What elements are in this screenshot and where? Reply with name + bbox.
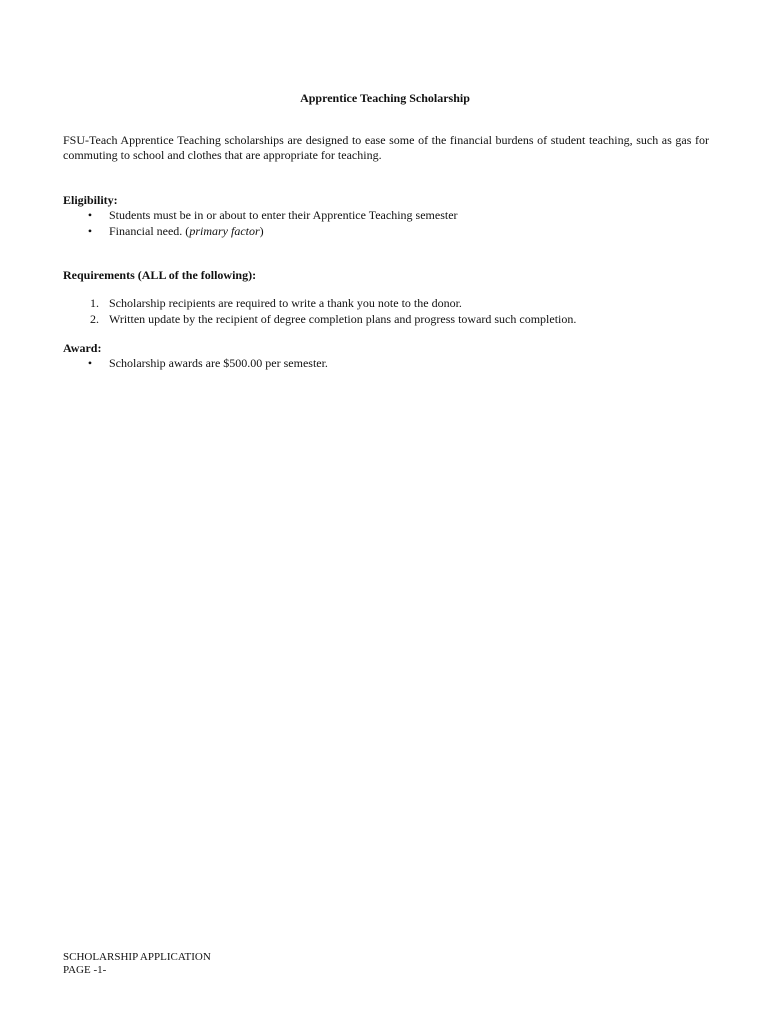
- award-list: [63, 356, 328, 372]
- eligibility-list: [63, 208, 458, 240]
- eligibility-heading: Eligibility:: [63, 193, 118, 207]
- list-number: 2.: [90, 312, 99, 326]
- requirements-heading: Requirements (ALL of the following):: [63, 268, 257, 282]
- list-item: [63, 296, 576, 312]
- eligibility-item-text: Students must be in or about to enter their Apprentice Teaching semester: [109, 208, 458, 222]
- list-item: [63, 312, 576, 328]
- eligibility-item-text: Financial need. (: [109, 224, 190, 238]
- footer-title: SCHOLARSHIP APPLICATION: [63, 951, 211, 963]
- requirement-item-text: Written update by the recipient of degree completion plans and progress toward such completion.: [109, 312, 577, 326]
- list-item: [63, 356, 328, 372]
- footer-page-number: PAGE -1-: [63, 964, 107, 976]
- bullet-icon: •: [87, 208, 93, 222]
- award-heading: Award:: [63, 341, 102, 355]
- bullet-icon: •: [87, 224, 93, 238]
- list-item: [63, 208, 458, 224]
- eligibility-item-emphasis: primary factor: [189, 224, 260, 238]
- award-item-text: Scholarship awards are $500.00 per semester.: [109, 356, 328, 370]
- requirements-list: [63, 296, 576, 328]
- list-number: 1.: [90, 296, 99, 310]
- bullet-icon: •: [87, 356, 93, 370]
- page-footer: [63, 951, 211, 977]
- list-item: [63, 224, 458, 240]
- document-title: Apprentice Teaching Scholarship: [300, 91, 470, 105]
- intro-paragraph: FSU-Teach Apprentice Teaching scholarships are designed to ease some of the financial burdens of student teaching, such as gas for commuting to school and clothes that are appropriate for teaching.: [63, 133, 709, 162]
- eligibility-item-text-after: ): [259, 224, 264, 238]
- requirement-item-text: Scholarship recipients are required to write a thank you note to the donor.: [109, 296, 462, 310]
